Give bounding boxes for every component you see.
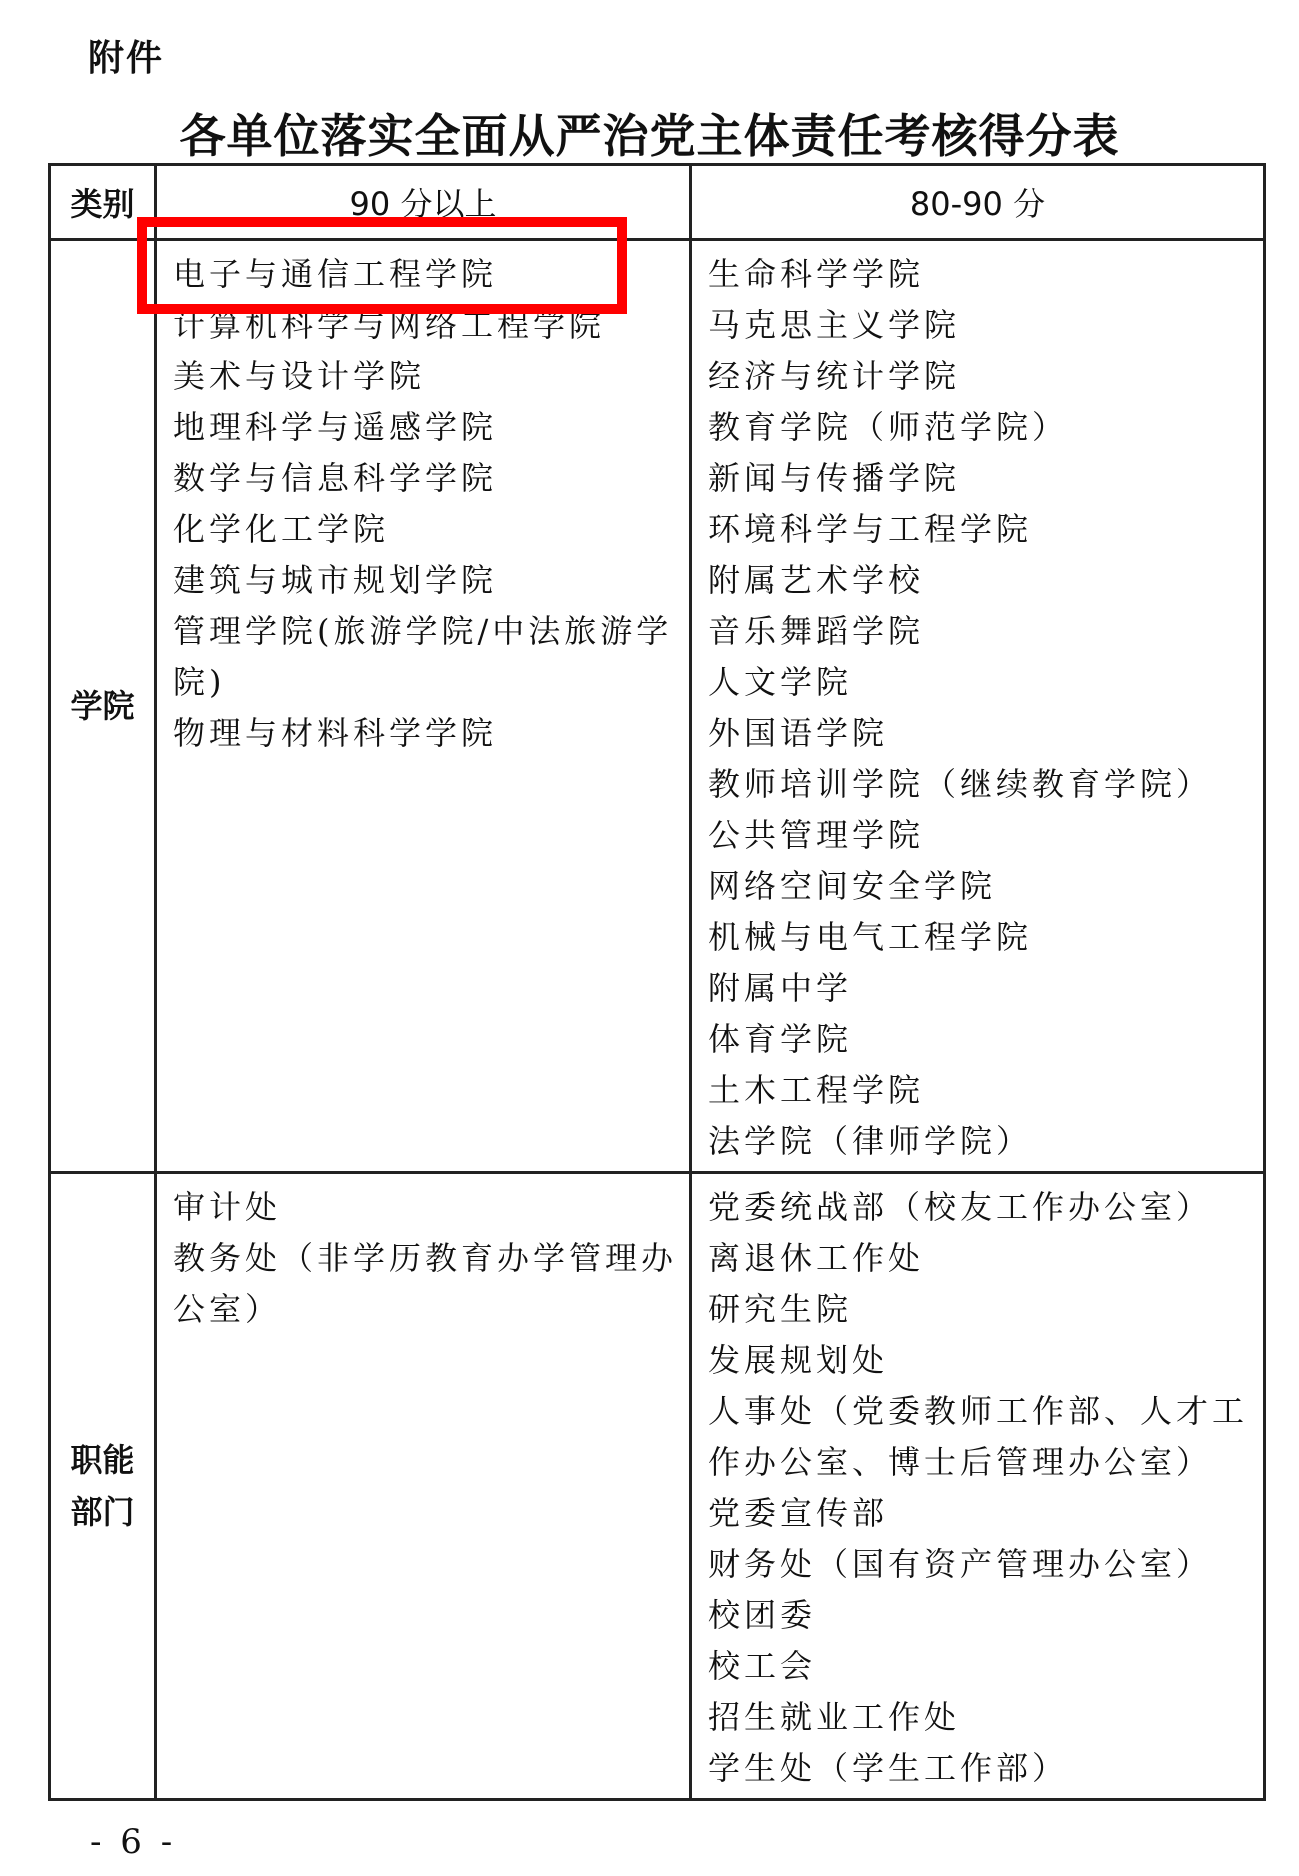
document-title: 各单位落实全面从严治党主体责任考核得分表 xyxy=(179,109,1120,163)
category-colleges: 学院 xyxy=(50,240,156,1173)
list-item: 外国语学院 xyxy=(708,714,889,752)
list-item: 发展规划处 xyxy=(708,1341,889,1379)
list-item: 化学化工学院 xyxy=(173,510,390,548)
list-item: 教务处（非学历教育办学管理办公室） xyxy=(173,1239,678,1328)
list-item: 马克思主义学院 xyxy=(708,306,961,344)
list-item: 土木工程学院 xyxy=(708,1071,925,1109)
list-item: 生命科学学院 xyxy=(708,255,925,293)
list-item: 美术与设计学院 xyxy=(173,357,426,395)
list-item: 财务处（国有资产管理办公室） xyxy=(708,1545,1213,1583)
list-item: 校团委 xyxy=(708,1596,817,1634)
list-item: 音乐舞蹈学院 xyxy=(708,612,925,650)
attachment-label: 附件 xyxy=(88,38,165,79)
list-item: 招生就业工作处 xyxy=(708,1698,961,1736)
list-item: 人事处（党委教师工作部、人才工作办公室、博士后管理办公室） xyxy=(708,1392,1249,1481)
header-category: 类别 xyxy=(50,165,156,240)
list-item: 党委宣传部 xyxy=(708,1494,889,1532)
list-departments-above-90 xyxy=(156,1173,691,1800)
table-row-departments xyxy=(50,1173,1265,1800)
list-item: 校工会 xyxy=(708,1647,817,1685)
list-item: 审计处 xyxy=(173,1188,282,1226)
list-item: 计算机科学与网络工程学院 xyxy=(173,306,606,344)
list-item: 离退休工作处 xyxy=(708,1239,925,1277)
category-departments xyxy=(50,1173,156,1800)
list-departments-80-90 xyxy=(691,1173,1265,1800)
page-number: - 6 - xyxy=(90,1822,177,1862)
header-80-90: 80-90 分 xyxy=(691,165,1265,240)
list-item: 环境科学与工程学院 xyxy=(708,510,1033,548)
list-item: 人文学院 xyxy=(708,663,853,701)
score-table xyxy=(48,163,1266,1801)
list-item: 经济与统计学院 xyxy=(708,357,961,395)
list-item: 教师培训学院（继续教育学院） xyxy=(708,765,1213,803)
list-item: 物理与材料科学学院 xyxy=(173,714,498,752)
list-colleges-above-90 xyxy=(156,240,691,1173)
list-item: 研究生院 xyxy=(708,1290,853,1328)
list-item: 网络空间安全学院 xyxy=(708,867,997,905)
list-item: 管理学院(旅游学院/中法旅游学院) xyxy=(173,612,673,701)
list-item: 附属艺术学校 xyxy=(708,561,925,599)
list-item: 数学与信息科学学院 xyxy=(173,459,498,497)
list-item: 新闻与传播学院 xyxy=(708,459,961,497)
list-item: 电子与通信工程学院 xyxy=(173,255,498,293)
list-item: 地理科学与遥感学院 xyxy=(173,408,498,446)
list-item: 建筑与城市规划学院 xyxy=(173,561,498,599)
highlight-box xyxy=(137,217,627,314)
list-item: 公共管理学院 xyxy=(708,816,925,854)
list-item: 机械与电气工程学院 xyxy=(708,918,1033,956)
list-item: 教育学院（师范学院） xyxy=(708,408,1069,446)
list-item: 法学院（律师学院） xyxy=(708,1122,1033,1160)
list-item: 体育学院 xyxy=(708,1020,853,1058)
table-row-colleges xyxy=(50,240,1265,1173)
list-item: 学生处（学生工作部） xyxy=(708,1749,1069,1787)
category-departments-label: 职能部门 xyxy=(70,1441,135,1531)
list-colleges-80-90 xyxy=(691,240,1265,1173)
list-item: 党委统战部（校友工作办公室） xyxy=(708,1188,1213,1226)
header-above-90: 90 分以上 xyxy=(156,165,691,240)
list-item: 附属中学 xyxy=(708,969,853,1007)
